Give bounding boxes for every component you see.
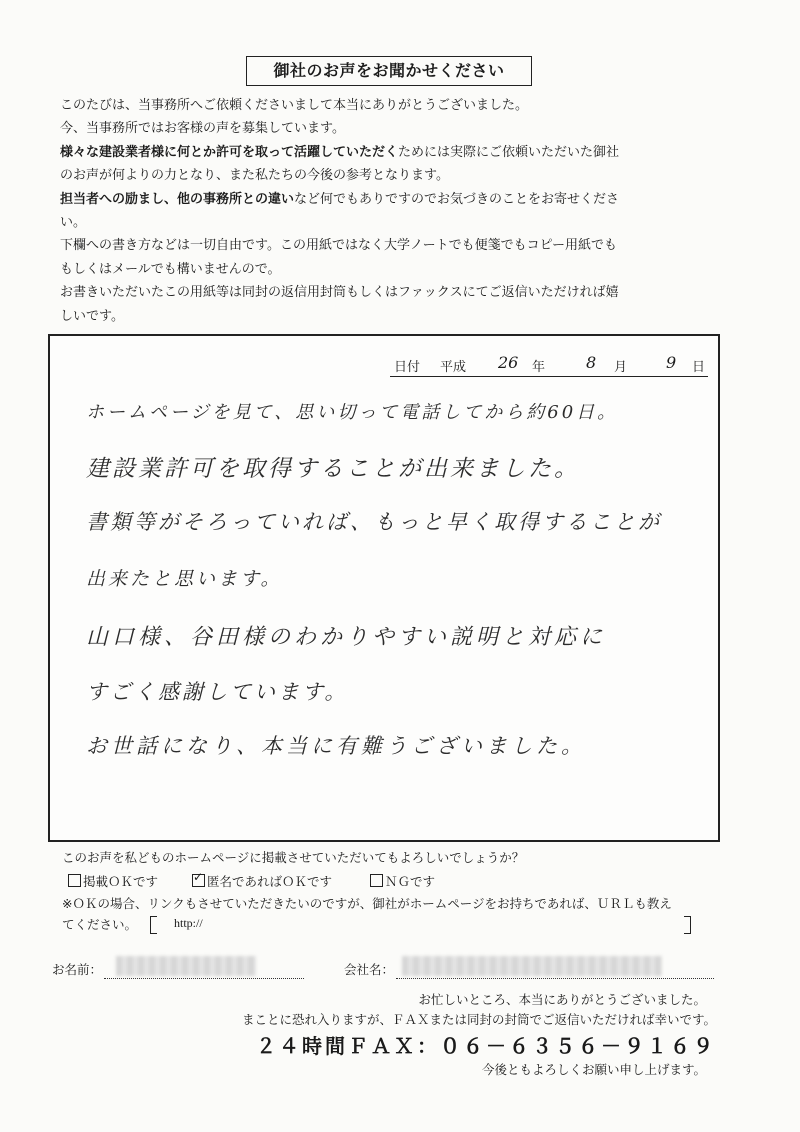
intro-bold: 担当者への励まし、他の事務所との違い bbox=[60, 191, 295, 207]
date-month-unit: 月 bbox=[614, 360, 628, 375]
footer-thanks: お忙しいところ、本当にありがとうございました。 bbox=[418, 992, 706, 1007]
checkbox[interactable] bbox=[370, 874, 383, 887]
intro-line: お書きいただいたこの用紙等は同封の返信用封筒もしくはファックスにてご返信いただければ嬉 bbox=[60, 285, 619, 301]
handwritten-line: 書類等がそろっていれば、もっと早く取得することが bbox=[86, 510, 662, 534]
handwritten-line: 出来たと思います。 bbox=[86, 568, 283, 590]
option-label: ＮＧです bbox=[385, 874, 436, 889]
name-label: お名前： bbox=[52, 962, 103, 977]
intro-line: 今、当事務所ではお客様の声を募集しています。 bbox=[60, 121, 345, 137]
date-row bbox=[390, 354, 708, 377]
intro-line: のお声が何よりの力となり、また私たちの今後の参考となります。 bbox=[60, 168, 449, 184]
url-note bbox=[62, 893, 722, 935]
date-day-unit: 日 bbox=[692, 360, 706, 375]
intro-line: もしくはメールでも構いませんので。 bbox=[60, 261, 281, 277]
handwritten-line: 山口様、谷田様のわかりやすい説明と対応に bbox=[86, 625, 607, 650]
intro-line: このたびは、当事務所へご依頼くださいまして本当にありがとうございました。 bbox=[60, 98, 529, 113]
intro-text-span: など何でもありですのでお気づきのことをお寄せくださ bbox=[294, 191, 620, 207]
intro-bold: 様々な建設業者様に何とか許可を取って活躍していただく bbox=[60, 144, 399, 160]
intro-text-span: ためには実際にご依頼いただいた御社 bbox=[398, 144, 620, 160]
intro-line: しいです。 bbox=[60, 308, 124, 324]
intro-line bbox=[60, 188, 720, 211]
fax-number: ２４時間ＦＡＸ：０６－６３５６－９１６９ bbox=[256, 1036, 716, 1058]
checkbox-checked[interactable] bbox=[192, 874, 205, 887]
intro-line: 下欄への書き方などは一切自由です。この用紙ではなく大学ノートでも便箋でもコピー用紙でも bbox=[60, 238, 618, 254]
redacted-name bbox=[116, 956, 256, 976]
handwritten-line: お世話になり、本当に有難うございました。 bbox=[86, 734, 586, 758]
date-era: 平成 bbox=[440, 360, 467, 375]
option-anonymous-ok[interactable] bbox=[192, 872, 332, 890]
company-field[interactable] bbox=[396, 978, 714, 979]
comment-box bbox=[48, 334, 720, 842]
url-note-line: ※ＯＫの場合、リンクもさせていただきたいのですが、御社がホームページをお持ちであれば、ＵＲＬも教え bbox=[62, 896, 672, 911]
name-field[interactable] bbox=[104, 978, 304, 979]
date-day: 9 bbox=[666, 353, 677, 372]
date-year-unit: 年 bbox=[532, 360, 546, 375]
date-year: 26 bbox=[498, 353, 519, 372]
intro-line bbox=[60, 141, 720, 164]
option-label: 掲載ＯＫです bbox=[83, 874, 159, 889]
option-label: 匿名であればＯＫです bbox=[207, 874, 333, 889]
footer-closing: 今後ともよろしくお願い申し上げます。 bbox=[481, 1062, 706, 1077]
redacted-company bbox=[402, 956, 662, 976]
company-label: 会社名： bbox=[344, 962, 395, 977]
handwritten-line: すごく感謝しています。 bbox=[86, 680, 349, 704]
intro-text bbox=[60, 94, 720, 328]
option-ng[interactable] bbox=[370, 872, 435, 890]
handwritten-line: 建設業許可を取得することが出来ました。 bbox=[86, 456, 580, 482]
publish-question: このお声を私どものホームページに掲載させていただいてもよろしいでしょうか？ bbox=[62, 850, 525, 865]
url-bracket-right bbox=[684, 916, 691, 934]
date-label: 日付 bbox=[394, 360, 421, 375]
footer-request: まことに恐れ入りますが、ＦＡＸまたは同封の封筒でご返信いただければ幸いです。 bbox=[241, 1012, 716, 1027]
url-bracket-left bbox=[150, 916, 157, 934]
date-month: 8 bbox=[586, 353, 597, 372]
form-title: 御社のお声をお聞かせください bbox=[246, 56, 532, 86]
handwritten-line: ホームページを見て、思い切って電話してから約60日。 bbox=[86, 402, 619, 423]
url-note-line: てください。 bbox=[62, 917, 138, 932]
checkbox[interactable] bbox=[68, 874, 81, 887]
url-field[interactable]: http:// bbox=[174, 916, 203, 930]
option-publish-ok[interactable] bbox=[68, 872, 158, 890]
intro-line: い。 bbox=[60, 215, 87, 231]
